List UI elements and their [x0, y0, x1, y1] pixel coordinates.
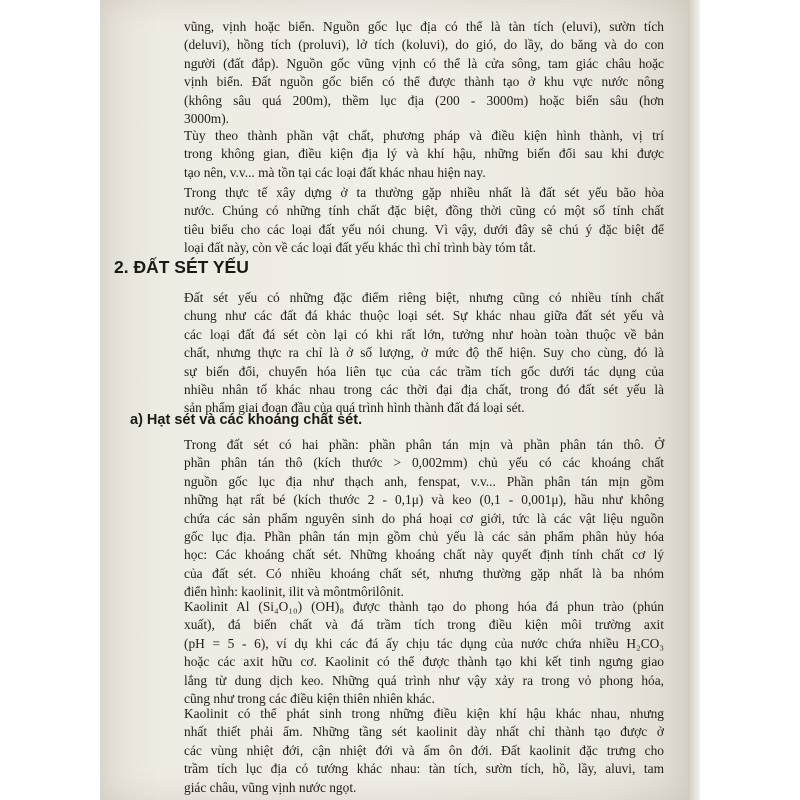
text-line: Đất sét yếu có những đặc điểm riêng biệt, nhưng cũng có nhiều tính chất: [184, 290, 664, 305]
text-line: hoặc các axit hữu cơ. Kaolinit có thể được thành tạo khi kết tinh ngưng giao: [184, 654, 664, 670]
subsection-heading: a) Hạt sét và các khoáng chất sét.: [130, 412, 363, 428]
text-line: (không sâu quá 200m), thềm lục địa (200 - 3000m) hoặc biển sâu (hơn: [184, 92, 664, 108]
text-line: những hạt rất bé (kích thước 2 - 0,1μ) và keo (0,1 - 0,001μ), hầu như không: [184, 492, 664, 508]
text-line: người (đất đắp). Nguồn gốc vũng vịnh có thể là cửa sông, tam giác châu hoặc: [184, 55, 664, 71]
text-line: loại đất này, còn về các loại đất yếu khác thì chỉ trình bày tóm tắt.: [184, 240, 537, 256]
paragraph: [184, 127, 664, 182]
text-line: học: Các khoáng chất sét. Những khoáng chất này quyết định tính chất cơ lý: [184, 547, 664, 563]
text-line: nhất thiết phải ẩm. Những tầng sét kaolinit dày nhất chỉ thành tạo được ở: [184, 724, 664, 740]
text-line: Trong đất sét có hai phần: phần phân tán mịn và phần phân tán thô. Ở: [184, 437, 664, 452]
paragraph: [184, 184, 664, 258]
text-line: chứa các sản phẩm nguyên sinh do phá hoại cơ giới, tức là các vật liệu nguồn: [184, 510, 664, 526]
section-heading: 2. ĐẤT SÉT YẾU: [114, 257, 249, 277]
page-content: [100, 0, 688, 800]
paragraph: [184, 18, 664, 128]
text-line: của đất sét. Có nhiều khoáng chất sét, nhưng thường gặp nhất là ba nhóm: [184, 565, 664, 581]
text-line: Kaolinit có thể phát sinh trong những điều kiện khí hậu khác nhau, nhưng: [184, 706, 664, 721]
text-line: (deluvi), hồng tích (proluvi), lở tích (koluvi), do gió, do lầy, do băng và do con: [184, 37, 664, 53]
text-line: lắng từ dung dịch keo. Những quá trình như vậy xảy ra trong vỏ phong hóa,: [184, 672, 664, 688]
text-line: sản phẩm giai đoạn đầu của quá trình hình thành đất đá loại sét.: [184, 400, 525, 416]
text-line: xuất), đá biến chất và đá trầm tích trong điều kiện môi trường axit: [184, 617, 664, 633]
text-line: các vùng nhiệt đới, cận nhiệt đới và ấm ôn đới. Đất kaolinit đặc trưng cho: [184, 742, 664, 758]
text-line: vịnh biển. Đất nguồn gốc biển có thể được thành tạo ở khu vực nước nông: [184, 74, 664, 90]
text-line: phần phân tán thô (kích thước > 0,002mm) chủ yếu có các khoáng chất: [184, 455, 664, 471]
text-line: vũng, vịnh hoặc biển. Nguồn gốc lục địa có thể là tàn tích (eluvi), sườn tích: [184, 19, 664, 34]
paragraph: [184, 705, 664, 797]
text-line: nước. Chúng có những tính chất đặc biệt, đồng thời cũng có một số tính chất: [184, 203, 664, 219]
text-line: tạo nên, v.v... mà tồn tại các loại đất khác nhau hiện nay.: [184, 164, 486, 180]
text-line: trong không gian, điều kiện địa lý và khí hậu, những biến đổi sau khi được: [184, 146, 664, 162]
paragraph: [184, 289, 664, 418]
text-line: Kaolinit Al (Si₄O₁₀) (OH)₈ được thành tạo do phong hóa đá phun trào (phún: [184, 599, 664, 614]
text-line: gốc lục địa. Phần phân tán mịn gồm chủ yếu là các sản phẩm phân hủy hóa: [184, 529, 664, 545]
text-line: 3000m).: [184, 111, 230, 127]
text-line: chung như các đất đá khác thuộc loại sét. Sự khác nhau giữa đất sét yếu và: [184, 308, 664, 324]
text-line: cũng như trong các điều kiện thiên nhiên khác.: [184, 691, 435, 707]
text-line: trầm tích lục địa có tướng khác nhau: tàn tích, sườn tích, hồ, lầy, aluvi, tam: [184, 761, 664, 777]
paragraph: [184, 598, 664, 708]
text-line: nhiều nhân tố khác nhau trong các thời đại địa chất, trong đó đất sét yếu là: [184, 382, 664, 398]
text-line: sự biến đổi, chuyển hóa liên tục của các trầm tích gốc dưới tác dụng của: [184, 363, 664, 379]
text-line: các loại đất đá sét còn lại có khi rất lớn, tưởng như hoàn toàn thuộc về bản: [184, 326, 664, 342]
text-line: chất, nhưng thực ra chỉ là ở số lượng, ở mức độ thể hiện. Suy cho cùng, đó là: [184, 345, 664, 361]
page-edge: [688, 0, 700, 800]
text-line: giác châu, vũng vịnh nước ngọt.: [184, 779, 357, 795]
text-line: Tùy theo thành phần vật chất, phương pháp và điều kiện hình thành, vị trí: [184, 128, 664, 143]
text-line: Trong thực tế xây dựng ở ta thường gặp nhiều nhất là đất sét yếu bão hòa: [184, 185, 664, 200]
text-line: (pH = 5 - 6), ví dụ khi các đá ấy chịu tác dụng của nước chứa nhiều H₂CO₃: [184, 635, 664, 651]
paragraph: [184, 436, 664, 602]
text-line: nguồn gốc lục địa như thạch anh, fenspat, v.v... Phần phân tán mịn gồm: [184, 473, 664, 489]
text-line: điển hình: kaolinit, ilit và môntmôrilônit.: [184, 584, 404, 600]
text-line: tiêu biểu cho các loại đất yếu nói chung. Vì vậy, dưới đây sẽ chú ý đặc biệt để: [184, 221, 664, 237]
